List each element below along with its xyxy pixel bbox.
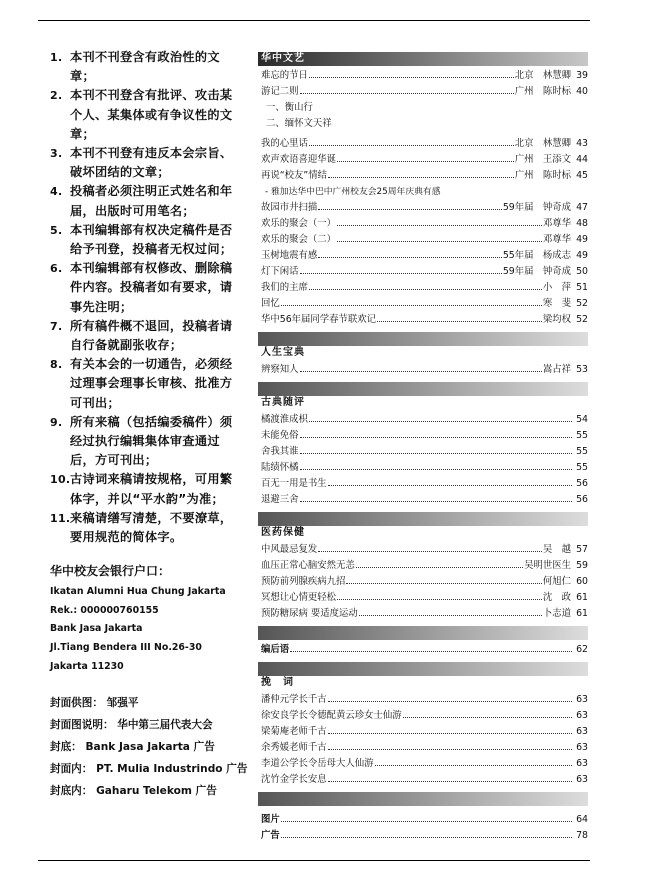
section-divider-bar [258, 792, 588, 806]
rule-item: 2. 本刊不刊登含有批评、攻击某个人、某集体或有争议性的文章； [50, 88, 233, 141]
toc-entry[interactable]: 广告 78 [261, 830, 588, 841]
toc-entry[interactable]: 徐安良学长令德配黄云珍女士仙游 63 [261, 710, 588, 721]
toc-entry[interactable]: 未能免俗 55 [261, 430, 588, 441]
toc-entry[interactable]: 玉树地震有感 55年届 杨成志 49 [261, 250, 588, 261]
toc-entry[interactable]: 故园市井扫描 59年届 钟奇成 47 [261, 202, 588, 213]
section-divider-bar [258, 626, 588, 640]
section-divider-bar [258, 662, 588, 676]
rule-item: 5. 本刊编辑部有权决定稿件是否给予刊登，投稿者无权过问； [50, 222, 233, 257]
toc-section [258, 332, 588, 382]
credit-line: 封底： Bank Jasa Jakarta 广告 [50, 741, 215, 754]
toc-entry[interactable]: 回忆 寒 斐 52 [261, 298, 588, 309]
rule-item: 9. 所有来稿（包括编委稿件）须经过执行编辑集体审查通过后，方可刊出； [50, 414, 233, 468]
toc-entry[interactable]: 难忘的节日 北京 林慧卿 39 [261, 70, 588, 81]
toc-entry[interactable]: 中风最忌复发 吴 越 57 [261, 544, 588, 555]
toc-entry[interactable]: 潘仲元学长千古 63 [261, 694, 588, 705]
table-of-contents [258, 52, 588, 848]
toc-entry[interactable]: 编后语 62 [261, 644, 588, 655]
section-divider-bar [258, 382, 588, 396]
toc-entry[interactable]: 陆绩怀橘 55 [261, 462, 588, 473]
toc-entry[interactable]: 沈竹金学长安息 63 [261, 774, 588, 785]
bank-line: Rek.: 000000760155 [50, 604, 159, 616]
section-divider-bar [258, 512, 588, 526]
left-column [50, 48, 248, 802]
toc-entry[interactable]: 舍我其谁 55 [261, 446, 588, 457]
toc-entry[interactable]: 欢乐的聚会（二） 邓尊华 49 [261, 234, 588, 245]
bank-line: Jakarta 11230 [50, 660, 124, 672]
rule-item: 1. 本刊不刊登含有政治性的文章； [50, 50, 220, 84]
toc-entry[interactable]: 余秀媛老师千古 63 [261, 742, 588, 753]
bank-title: 华中校友会银行户口： [50, 564, 171, 579]
rule-item: 8. 有关本会的一切通告，必须经过理事会理事长审核、批准方可刊出； [50, 357, 233, 410]
toc-entry[interactable]: 我的心里话 北京 林慧卿 43 [261, 138, 588, 149]
toc-entry[interactable]: 图片 64 [261, 814, 588, 825]
rule-item: 7. 所有稿件概不退回，投稿者请自行备就副张收存； [50, 318, 233, 353]
toc-note: - 雅加达华中巴中广州校友会25周年庆典有感 [265, 187, 441, 197]
toc-entry[interactable]: 预防糖尿病 要适度运动 卜志道 61 [261, 608, 588, 619]
toc-entry[interactable]: 血压正常心脑安然无恙 吴明世医生 59 [261, 560, 588, 571]
section-title: 华中文艺 [261, 53, 305, 64]
section-header-bar [258, 52, 588, 66]
toc-entry[interactable]: 再说“校友”情结 广州 陈时标 45 [261, 170, 588, 181]
toc-entry[interactable]: 百无一用是书生 56 [261, 478, 588, 489]
bank-account [50, 561, 244, 676]
toc-section [258, 52, 588, 332]
section-title: 医药保健 [261, 527, 305, 538]
rule-item: 3. 本刊不刊登有违反本会宗旨、破坏团结的文章； [50, 146, 233, 180]
section-divider-bar [258, 332, 588, 346]
toc-entry[interactable]: 梁菊庵老师千古 63 [261, 726, 588, 737]
credit-line: 封底内： Gaharu Telekom 广告 [50, 785, 217, 798]
bank-line: Bank Jasa Jakarta [50, 623, 143, 635]
toc-section [258, 512, 588, 626]
bank-line: Ikatan Alumni Hua Chung Jakarta [50, 586, 226, 598]
section-title: 人生宝典 [261, 347, 305, 358]
toc-section [258, 662, 588, 792]
toc-section [258, 792, 588, 848]
toc-entry[interactable]: 退避三舍 56 [261, 494, 588, 505]
rule-item: 4. 投稿者必须注明正式姓名和年届，出版时可用笔名； [50, 184, 233, 218]
toc-entry[interactable]: 游记二则 广州 陈时标 40 [261, 86, 588, 97]
toc-section [258, 382, 588, 512]
toc-section [258, 626, 588, 662]
toc-entry[interactable]: 辨察知人 嵩占祥 53 [261, 364, 588, 375]
cover-credits [50, 692, 248, 802]
toc-entry[interactable]: 橘渡淮成枳 54 [261, 414, 588, 425]
rule-item: 10. 古诗词来稿请按规格，可用繁体字，并以“平水韵”为准； [50, 472, 233, 506]
toc-entry[interactable]: 灯下闲话 59年届 钟奇成 50 [261, 266, 588, 277]
toc-entry[interactable]: 我们的主席 小 萍 51 [261, 282, 588, 293]
bottom-rule [38, 860, 590, 861]
credit-line: 封面供图： 邹强平 [50, 697, 139, 710]
toc-subentry: 一、衡山行 [266, 102, 313, 113]
submission-rules [50, 48, 244, 547]
rule-item: 6. 本刊编辑部有权修改、删除稿件内容。投稿者如有要求，请事先注明； [50, 261, 233, 314]
toc-entry[interactable]: 冥想让心情更轻松 沈 政 61 [261, 592, 588, 603]
rule-item: 11. 来稿请缮写清楚，不要潦草，要用规范的简体字。 [50, 510, 233, 545]
toc-subentry: 二、缅怀文天祥 [266, 118, 332, 129]
bank-line: Jl.Tiang Bendera III No.26-30 [50, 642, 202, 654]
section-title: 古典随评 [261, 397, 305, 408]
section-title: 挽 词 [261, 677, 294, 688]
top-rule [38, 20, 590, 21]
credit-line: 封面图说明： 华中第三届代表大会 [50, 719, 213, 732]
toc-entry[interactable]: 欢乐的聚会（一） 邓尊华 48 [261, 218, 588, 229]
toc-entry[interactable]: 预防前列腺疾病九招 何旭仁 60 [261, 576, 588, 587]
toc-entry[interactable]: 李道公学长令岳母大人仙游 63 [261, 758, 588, 769]
toc-entry[interactable]: 华中56年届同学春节联欢记 梁均权 52 [261, 314, 588, 325]
credit-line: 封面内： PT. Mulia Industrindo 广告 [50, 763, 248, 776]
toc-entry[interactable]: 欢声欢语喜迎华诞 广州 王添文 44 [261, 154, 588, 165]
